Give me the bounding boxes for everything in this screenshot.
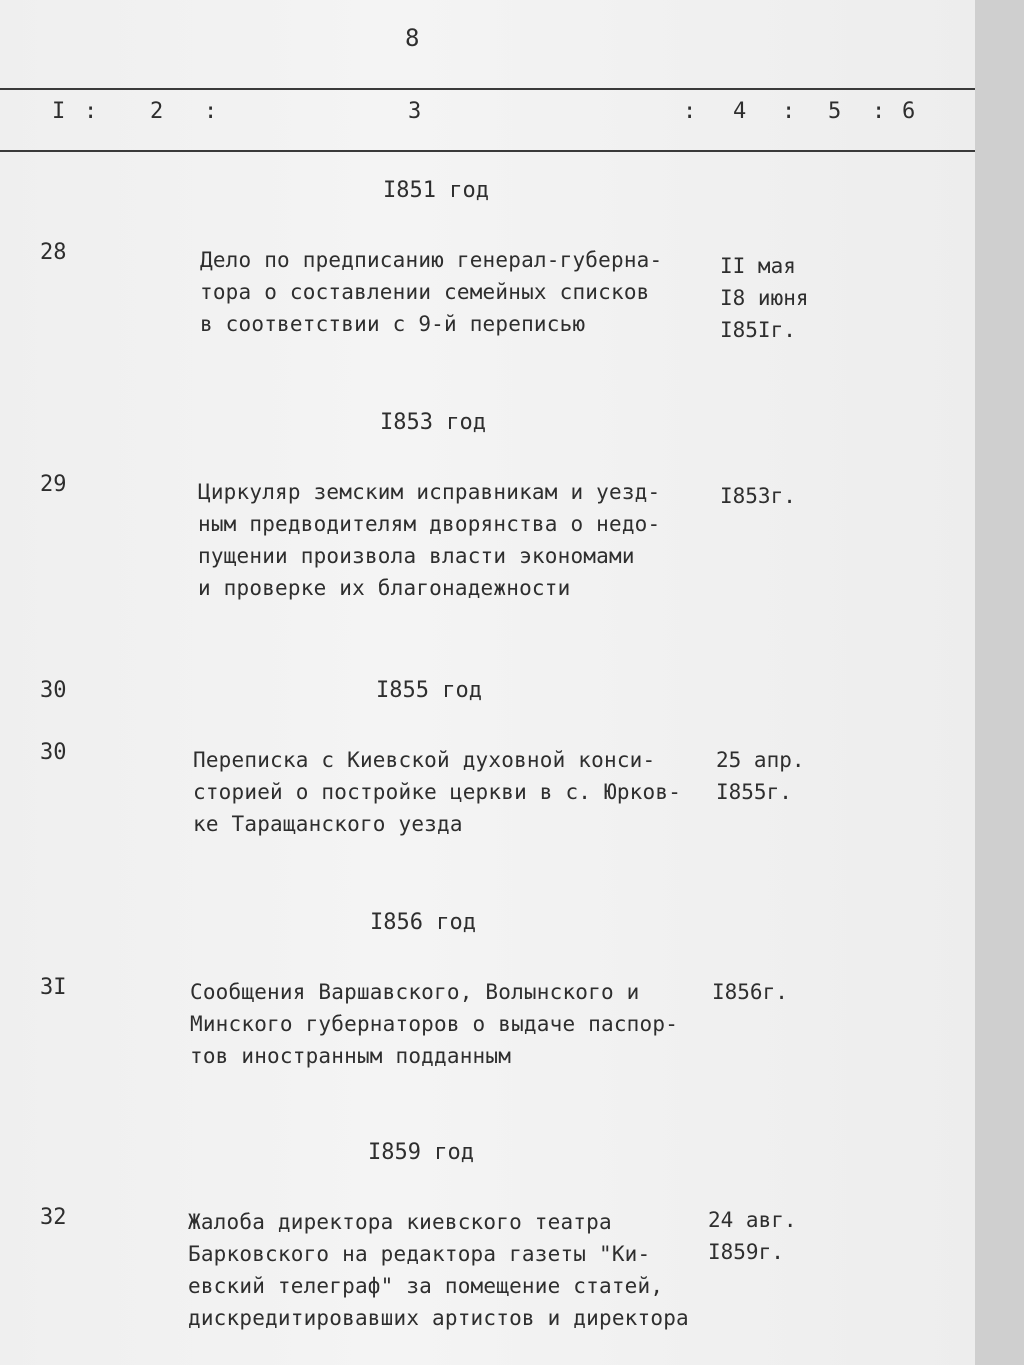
- column-number-1: I: [52, 99, 66, 124]
- column-separator: :: [204, 99, 218, 124]
- entry-number: 30: [40, 740, 67, 765]
- header-top-rule: [0, 88, 975, 90]
- column-number-5: 5: [828, 99, 842, 124]
- entry-date: I856г.: [712, 980, 788, 1004]
- column-number-3: 3: [408, 99, 422, 124]
- header-bottom-rule: [0, 150, 975, 152]
- year-heading: I853 год: [380, 410, 486, 435]
- entry-description: Переписка с Киевской духовной конси- сторией о постройке церкви в с. Юрков- ке Таращанского уезда: [193, 748, 682, 836]
- page-edge-shadow: [975, 0, 1024, 1365]
- entry-number: 3I: [40, 975, 67, 1000]
- column-number-6: 6: [902, 99, 916, 124]
- column-separator: :: [84, 99, 98, 124]
- year-heading: I855 год: [376, 678, 482, 703]
- entry-date: 25 апр. I855г.: [716, 748, 805, 804]
- year-heading: I859 год: [368, 1140, 474, 1165]
- entry-description: Дело по предписанию генерал-губерна- тора о составлении семейных списков в соответствии с 9-й переписью: [200, 248, 663, 336]
- column-number-2: 2: [150, 99, 164, 124]
- overtyped-entry-number: 30: [40, 678, 67, 703]
- year-heading: I856 год: [370, 910, 476, 935]
- entry-description: Циркуляр земским исправникам и уезд- ным предводителям дворянства о недо- пущении произвола власти экономами и проверке их благонадежности: [198, 480, 661, 600]
- entry-date: II мая I8 июня I85Iг.: [720, 254, 809, 342]
- entry-number: 32: [40, 1205, 67, 1230]
- entry-number: 28: [40, 240, 67, 265]
- column-separator: :: [683, 99, 697, 124]
- entry-description: Сообщения Варшавского, Волынского и Минского губернаторов о выдаче паспор- тов иностранным подданным: [190, 980, 679, 1068]
- entry-number: 29: [40, 472, 67, 497]
- entry-description: Жалоба директора киевского театра Барковского на редактора газеты "Ки- евский телеграф" за помещение статей, дискредитировавших артистов и директора: [188, 1210, 689, 1330]
- column-separator: :: [872, 99, 886, 124]
- entry-date: 24 авг. I859г.: [708, 1208, 797, 1264]
- entry-date: I853г.: [720, 484, 796, 508]
- year-heading: I851 год: [383, 178, 489, 203]
- page-number: 8: [405, 24, 420, 52]
- column-separator: :: [782, 99, 796, 124]
- column-number-4: 4: [733, 99, 747, 124]
